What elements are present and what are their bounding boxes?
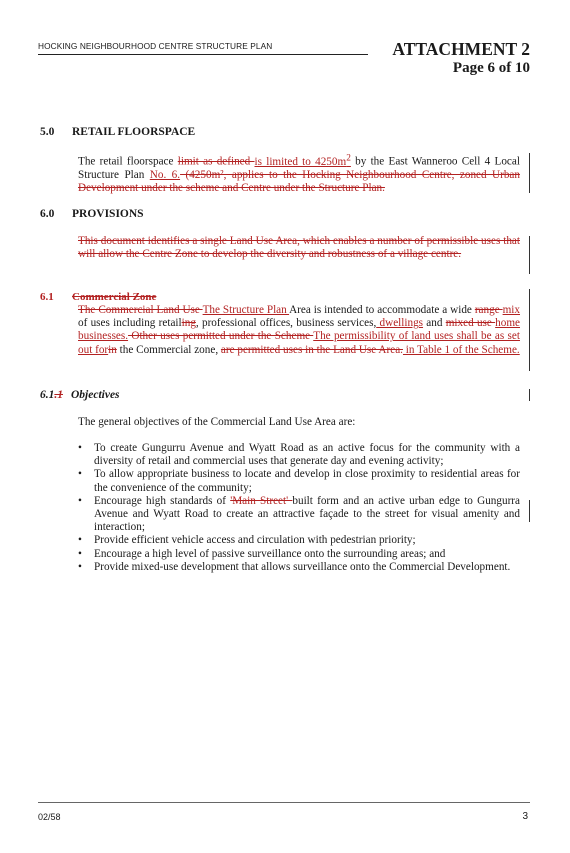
plan-title: HOCKING NEIGHBOURHOOD CENTRE STRUCTURE PLAN bbox=[38, 41, 273, 51]
section-6-heading bbox=[40, 208, 144, 220]
inserted-text: The permissibility of land uses shall be as set out for bbox=[78, 330, 520, 356]
inserted-text bbox=[254, 153, 351, 168]
deleted-text: range bbox=[474, 304, 503, 316]
deleted-text: ing bbox=[181, 317, 196, 330]
section-5-title: RETAIL FLOORSPACE bbox=[72, 126, 196, 138]
text-run: and bbox=[423, 317, 446, 330]
change-bar bbox=[529, 500, 530, 522]
section-6-1-1-title: Objectives bbox=[71, 389, 120, 401]
header-rule bbox=[38, 54, 368, 55]
text-run: The retail floorspace bbox=[78, 155, 178, 168]
text-run: Area is intended to accommodate a wide bbox=[289, 304, 475, 316]
section-6-1-heading bbox=[40, 291, 156, 303]
inserted-run: is limited to 4250m bbox=[254, 155, 347, 168]
deleted-text: mixed use bbox=[445, 317, 496, 330]
superscript: 2 bbox=[346, 153, 351, 163]
inserted-text: No. 6. bbox=[149, 168, 181, 181]
list-item: • Provide efficient vehicle access and circulation with pedestrian priority; bbox=[78, 534, 520, 547]
list-item: • To allow appropriate business to locate and develop in close proximity to residential areas for the convenience of the community; bbox=[78, 468, 520, 494]
section-5-number: 5.0 bbox=[40, 126, 55, 138]
section-6-1-number: 6.1 bbox=[40, 291, 54, 303]
deleted-text: 'Main Street' bbox=[230, 494, 293, 507]
attachment-block bbox=[392, 40, 530, 78]
section-6-paragraph bbox=[78, 235, 520, 261]
deleted-text: The Commercial Land Use bbox=[78, 304, 203, 316]
attachment-label: ATTACHMENT 2 bbox=[392, 39, 530, 59]
text-run: , professional offices, business services, bbox=[195, 317, 377, 330]
deleted-text: .1 bbox=[54, 389, 63, 401]
objectives-intro: The general objectives of the Commercial Land Use Area are: bbox=[78, 416, 356, 428]
text-run: Encourage high standards of bbox=[94, 494, 231, 507]
list-item: • To create Gungurru Avenue and Wyatt Road as an active focus for the community with a diversity of retail and commercial uses that generate day and evening activity; bbox=[78, 442, 520, 468]
text-run: of uses including retail bbox=[78, 317, 182, 330]
section-5-paragraph bbox=[78, 152, 520, 195]
section-6-1-paragraph bbox=[78, 304, 520, 357]
deleted-text: (4250m², applies to the Hocking Neighbourhood Centre, zoned Urban Development under the scheme and Centre under the Structure Plan. bbox=[78, 168, 520, 195]
list-item: • Provide mixed-use development that allows surveillance onto the Commercial Development. bbox=[78, 561, 520, 574]
footer-reference: 02/58 bbox=[38, 812, 61, 822]
deleted-text: limit as defined bbox=[177, 155, 255, 168]
section-6-number: 6.0 bbox=[40, 208, 55, 220]
section-6-1-1-number: 6.1 bbox=[40, 389, 55, 401]
inserted-text: home businesses. bbox=[78, 317, 520, 343]
objectives-list bbox=[78, 442, 520, 574]
section-6-title: PROVISIONS bbox=[72, 208, 144, 220]
inserted-text: The Structure Plan bbox=[202, 304, 290, 316]
section-6-1-1-heading bbox=[40, 389, 120, 401]
list-item: • Encourage a high level of passive surveillance onto the surrounding areas; and bbox=[78, 548, 520, 561]
text-run: by the East Wanneroo Cell 4 Local Structure Plan bbox=[78, 155, 520, 181]
deleted-text: This document identifies a single Land Use Area, which enables a number of permissible uses that will allow the Centre Zone to develop the diversity and robustness of a village centre. bbox=[78, 235, 520, 261]
deleted-text: in bbox=[108, 343, 117, 356]
change-bar bbox=[529, 153, 530, 193]
change-bar bbox=[529, 236, 530, 274]
text-run: built form and an active urban edge to Gungurra Avenue and Wyatt Road to create an attractive façade to the street for visual amenity and interaction; bbox=[94, 494, 520, 534]
list-item bbox=[78, 495, 520, 535]
inserted-text: mix bbox=[502, 304, 520, 316]
deleted-text: Other uses permitted under the Scheme bbox=[128, 330, 314, 343]
change-bar bbox=[529, 389, 530, 401]
change-bar bbox=[529, 289, 530, 371]
section-5-heading bbox=[40, 126, 195, 138]
deleted-text: are permitted uses in the Land Use Area. bbox=[220, 343, 403, 356]
inserted-text: in Table 1 of the Scheme. bbox=[402, 343, 520, 356]
inserted-text: dwellings bbox=[376, 317, 424, 330]
page-indicator: Page 6 of 10 bbox=[452, 60, 530, 76]
footer-rule bbox=[38, 802, 530, 803]
section-6-1-title: Commercial Zone bbox=[72, 291, 157, 303]
footer-page-number: 3 bbox=[522, 811, 528, 822]
text-run: the Commercial zone, bbox=[116, 343, 221, 356]
